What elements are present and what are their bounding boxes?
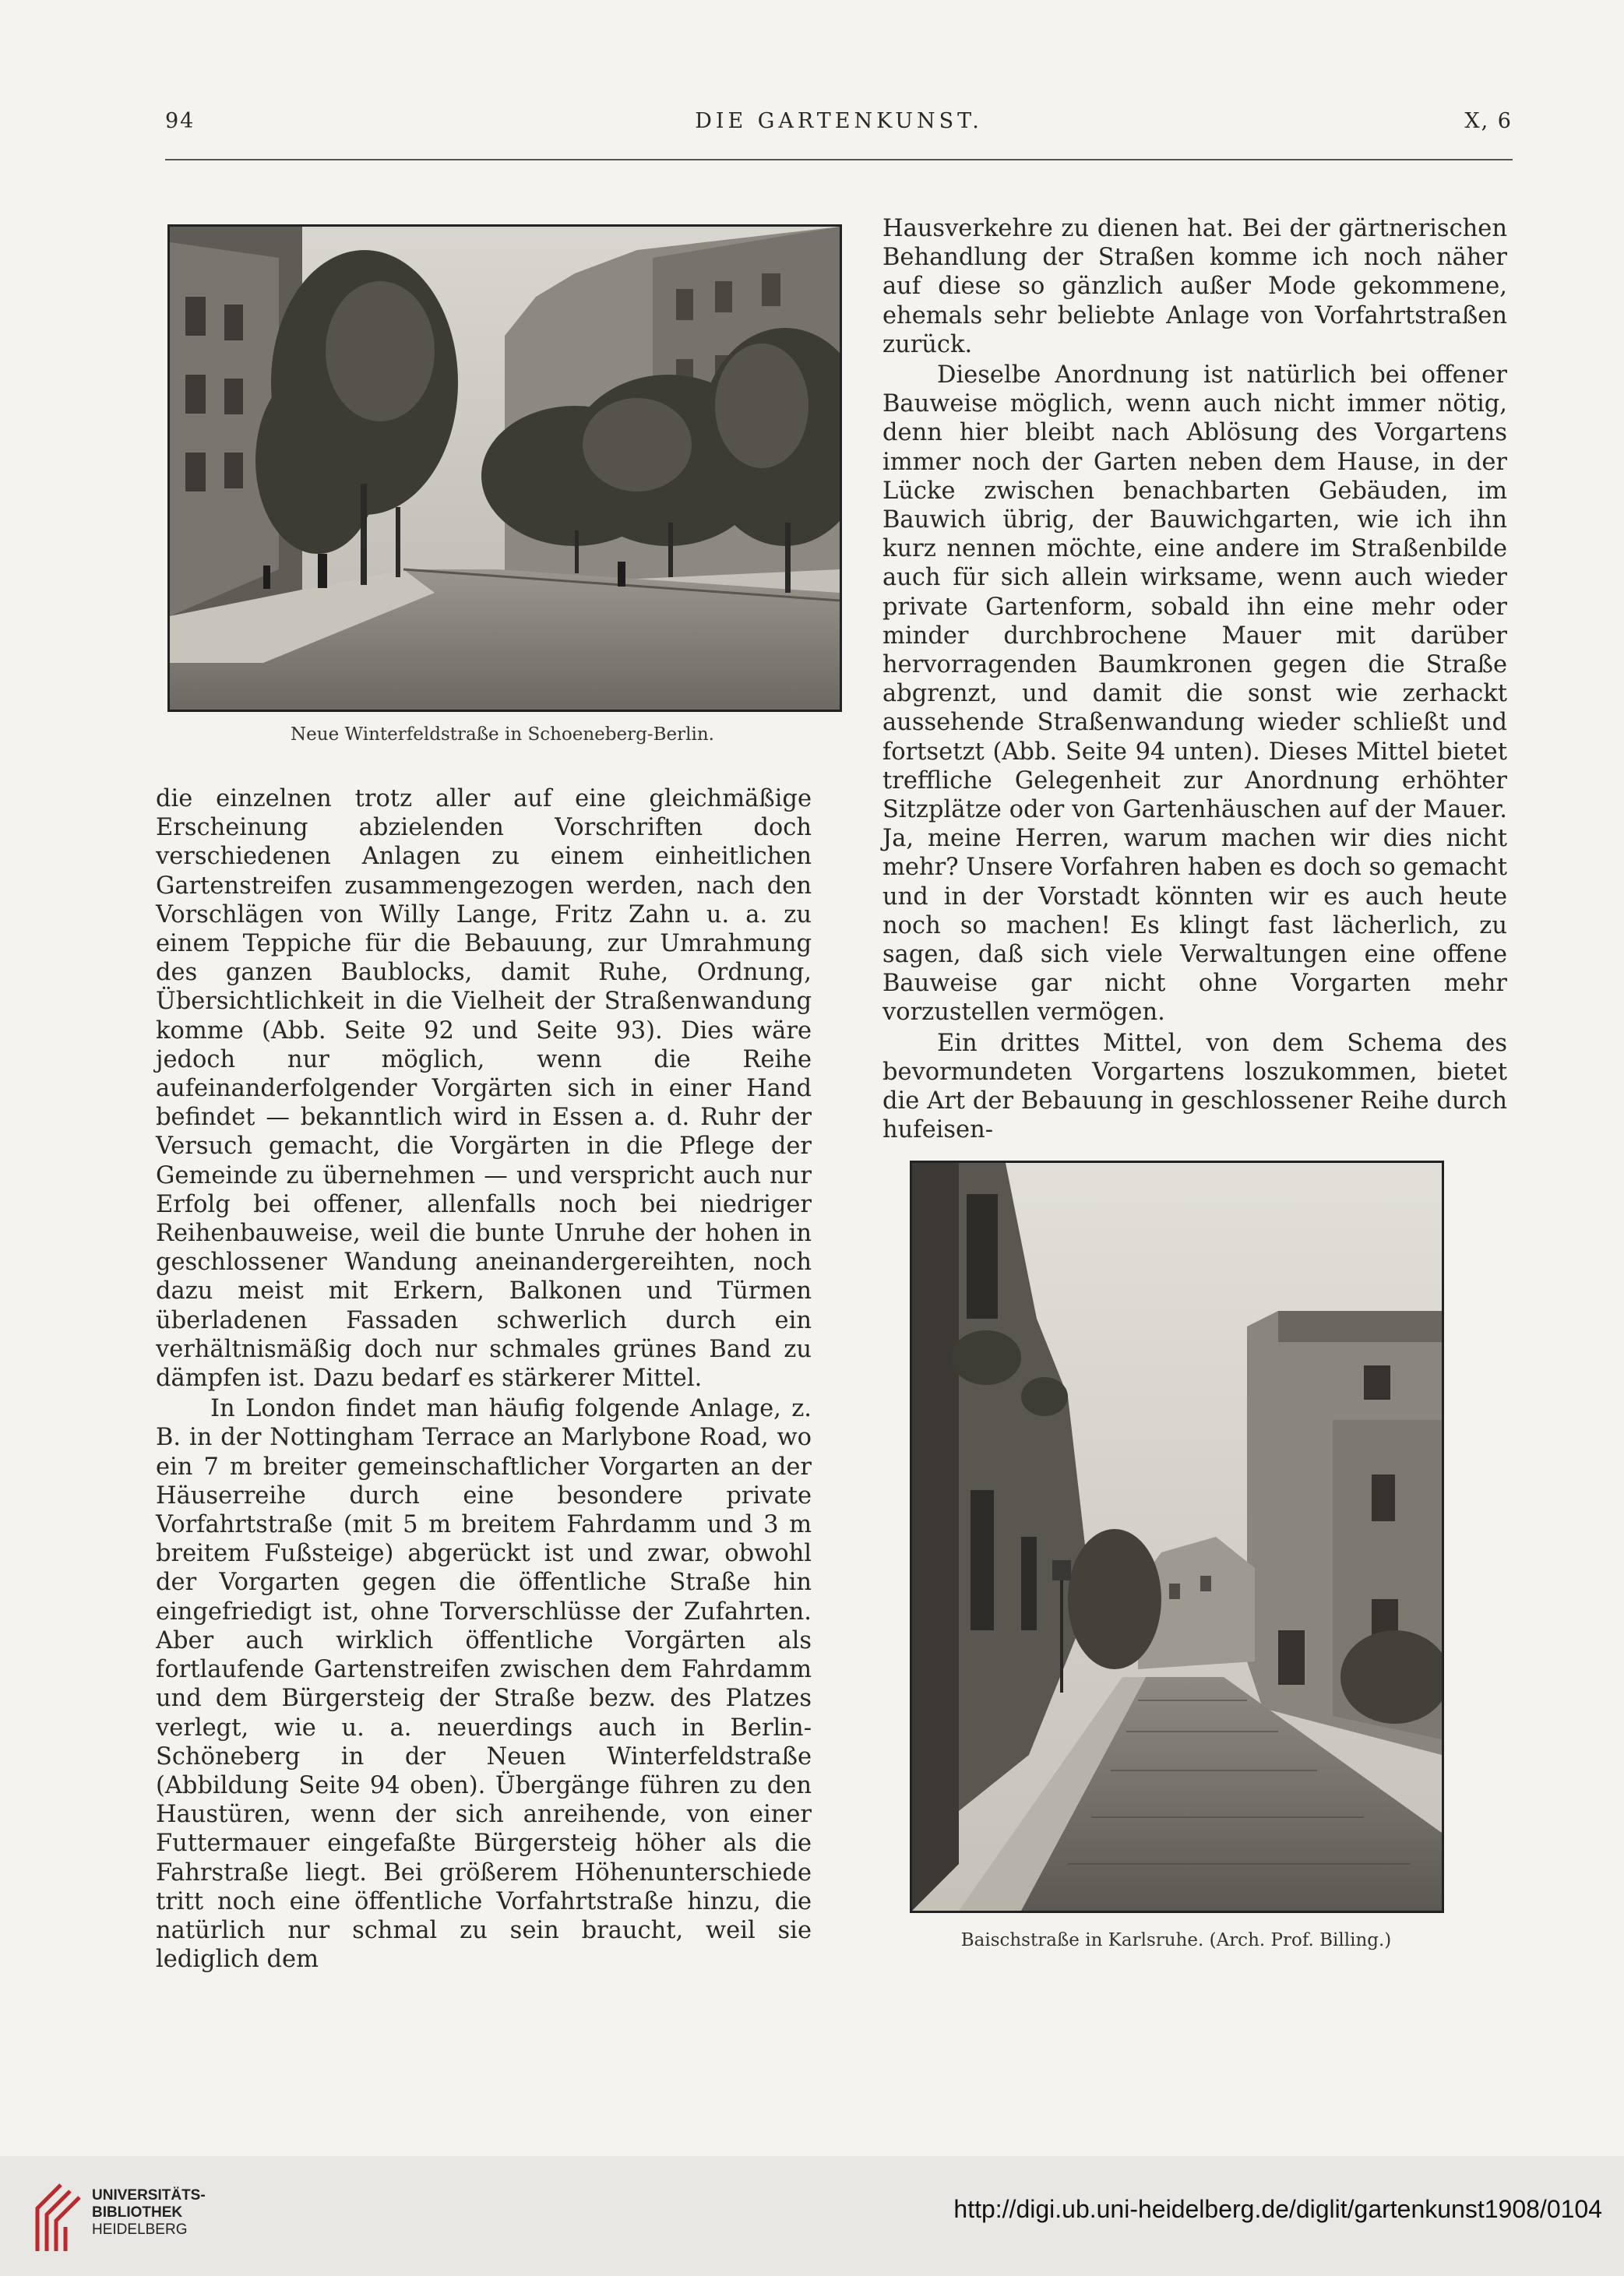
right-paragraph-1: Hausverkehre zu dienen hat. Bei der gärtnerischen Behandlung der Straßen komme ich noch näher auf diese so gänzlich außer Mode gekommene, ehemals sehr beliebte Anlage von Vorfahrtstraßen zurück.: [882, 215, 1507, 358]
street-photo-image: [170, 227, 840, 710]
library-line-2: BIBLIOTHEK: [92, 2204, 183, 2221]
page-number: 94: [165, 109, 196, 133]
issue-number: X, 6: [1464, 109, 1513, 133]
header-rule: [165, 159, 1513, 160]
caption-bottom-photo: Baischstraße in Karlsruhe. (Arch. Prof. Billing.): [960, 1930, 1392, 1950]
photo-winterfeldstrasse: [167, 224, 842, 712]
caption-top-photo: Neue Winterfeldstraße in Schoeneberg-Berlin.: [291, 724, 714, 745]
library-line-3: HEIDELBERG: [92, 2221, 188, 2238]
left-column: [156, 784, 812, 1974]
library-logo-icon[interactable]: [30, 2177, 86, 2255]
left-paragraph-2: In London findet man häufig folgende Anlage, z. B. in der Nottingham Terrace an Marlybone Road, wo ein 7 m breiter gemeinschaftlicher Vorgarten an der Häuserreihe durch eine besondere private Vorfahrtstraße (mit 5 m breitem Fahrdamm und 3 m breitem Fußsteige) abgerückt ist und zwar, obwohl der Vorgarten gegen die öffentliche Straße hin eingefriedigt ist, ohne Torverschlüsse der Zufahrten. Aber auch wirklich öffentliche Vorgärten als fortlaufende Gartenstreifen zwischen dem Fahrdamm und dem Bürgersteig der Straße bezw. des Platzes verlegt, wie u. a. neuerdings auch in Berlin-Schöneberg in der Neuen Winterfeldstraße (Abbildung Seite 94 oben). Übergänge führen zu den Haustüren, wenn der sich anreihende, von einer Futtermauer eingefaßte Bürgersteig höher als die Fahrstraße liegt. Bei größerem Höhenunterschiede tritt noch eine öffentliche Vorfahrtstraße hinzu, die natürlich nur schmal zu sein braucht, weil sie lediglich dem: [156, 1395, 812, 1974]
library-line-1: UNIVERSITÄTS-: [92, 2187, 206, 2204]
left-paragraph-1: die einzelnen trotz aller auf eine gleichmäßige Erscheinung abzielenden Vorschriften doch verschiedenen Anlagen zu einem einheitlichen Gartenstreifen zusammengezogen werden, nach den Vorschlägen von Willy Lange, Fritz Zahn u. a. zu einem Teppiche für die Bebauung, zur Umrahmung des ganzen Baublocks, damit Ruhe, Ordnung, Übersichtlichkeit in die Vielheit der Straßenwandung komme (Abb. Seite 92 und Seite 93). Dies wäre jedoch nur möglich, wenn die Reihe aufeinanderfolgender Vorgärten sich in einer Hand befindet — bekanntlich wird in Essen a. d. Ruhr der Versuch gemacht, die Vorgärten in die Pflege der Gemeinde zu übernehmen — und verspricht auch nur Erfolg bei offener, allenfalls noch bei niedriger Reihenbauweise, weil die bunte Unruhe der hohen in geschlossener Wandung aneinandergereihten, noch dazu meist mit Erkern, Balkonen und Türmen überladenen Fassaden schwerlich durch ein verhältnismäßig doch nur schmales grünes Band zu dämpfen ist. Dazu bedarf es stärkerer Mittel.: [156, 785, 812, 1393]
photo-baischstrasse: [910, 1161, 1444, 1913]
right-paragraph-3: Ein drittes Mittel, von dem Schema des bevormundeten Vorgartens loszukommen, bietet die Art der Bebauung in geschlossener Reihe durch hufeisen-: [882, 1029, 1507, 1144]
street-photo-image-2: [912, 1163, 1442, 1911]
source-url-link[interactable]: http://digi.ub.uni-heidelberg.de/diglit/gartenkunst1908/0104: [953, 2195, 1602, 2223]
right-column: [882, 214, 1507, 1145]
right-paragraph-2: Dieselbe Anordnung ist natürlich bei offener Bauweise möglich, wenn auch nicht immer nötig, denn hier bleibt nach Ablösung des Vorgartens immer noch der Garten neben dem Hause, in der Lücke zwischen benachbarten Gebäuden, im Bauwich übrig, der Bauwichgarten, wie ich ihn kurz nennen möchte, eine andere im Straßenbilde auch für sich allein wirksame, wenn auch wieder private Gartenform, sobald ihn eine mehr oder minder durchbrochene Mauer mit darüber hervorragenden Baumkronen gegen die Straße abgrenzt, und damit die sonst wie zerhackt aussehende Straßenwandung wieder schließt und fortsetzt (Abb. Seite 94 unten). Dieses Mittel bietet treffliche Gelegenheit zur Anordnung erhöhter Sitzplätze oder von Gartenhäuschen auf der Mauer. Ja, meine Herren, warum machen wir dies nicht mehr? Unsere Vorfahren haben es doch so gemacht und in der Vorstadt könnten wir es auch heute noch so machen! Es klingt fast lächerlich, zu sagen, daß sich viele Verwaltungen eine offene Bauweise gar nicht ohne Vorgarten mehr vorzustellen vermögen.: [882, 361, 1507, 1027]
journal-title: DIE GARTENKUNST.: [695, 109, 983, 133]
library-name[interactable]: [92, 2187, 206, 2239]
page-header: [165, 109, 1513, 148]
